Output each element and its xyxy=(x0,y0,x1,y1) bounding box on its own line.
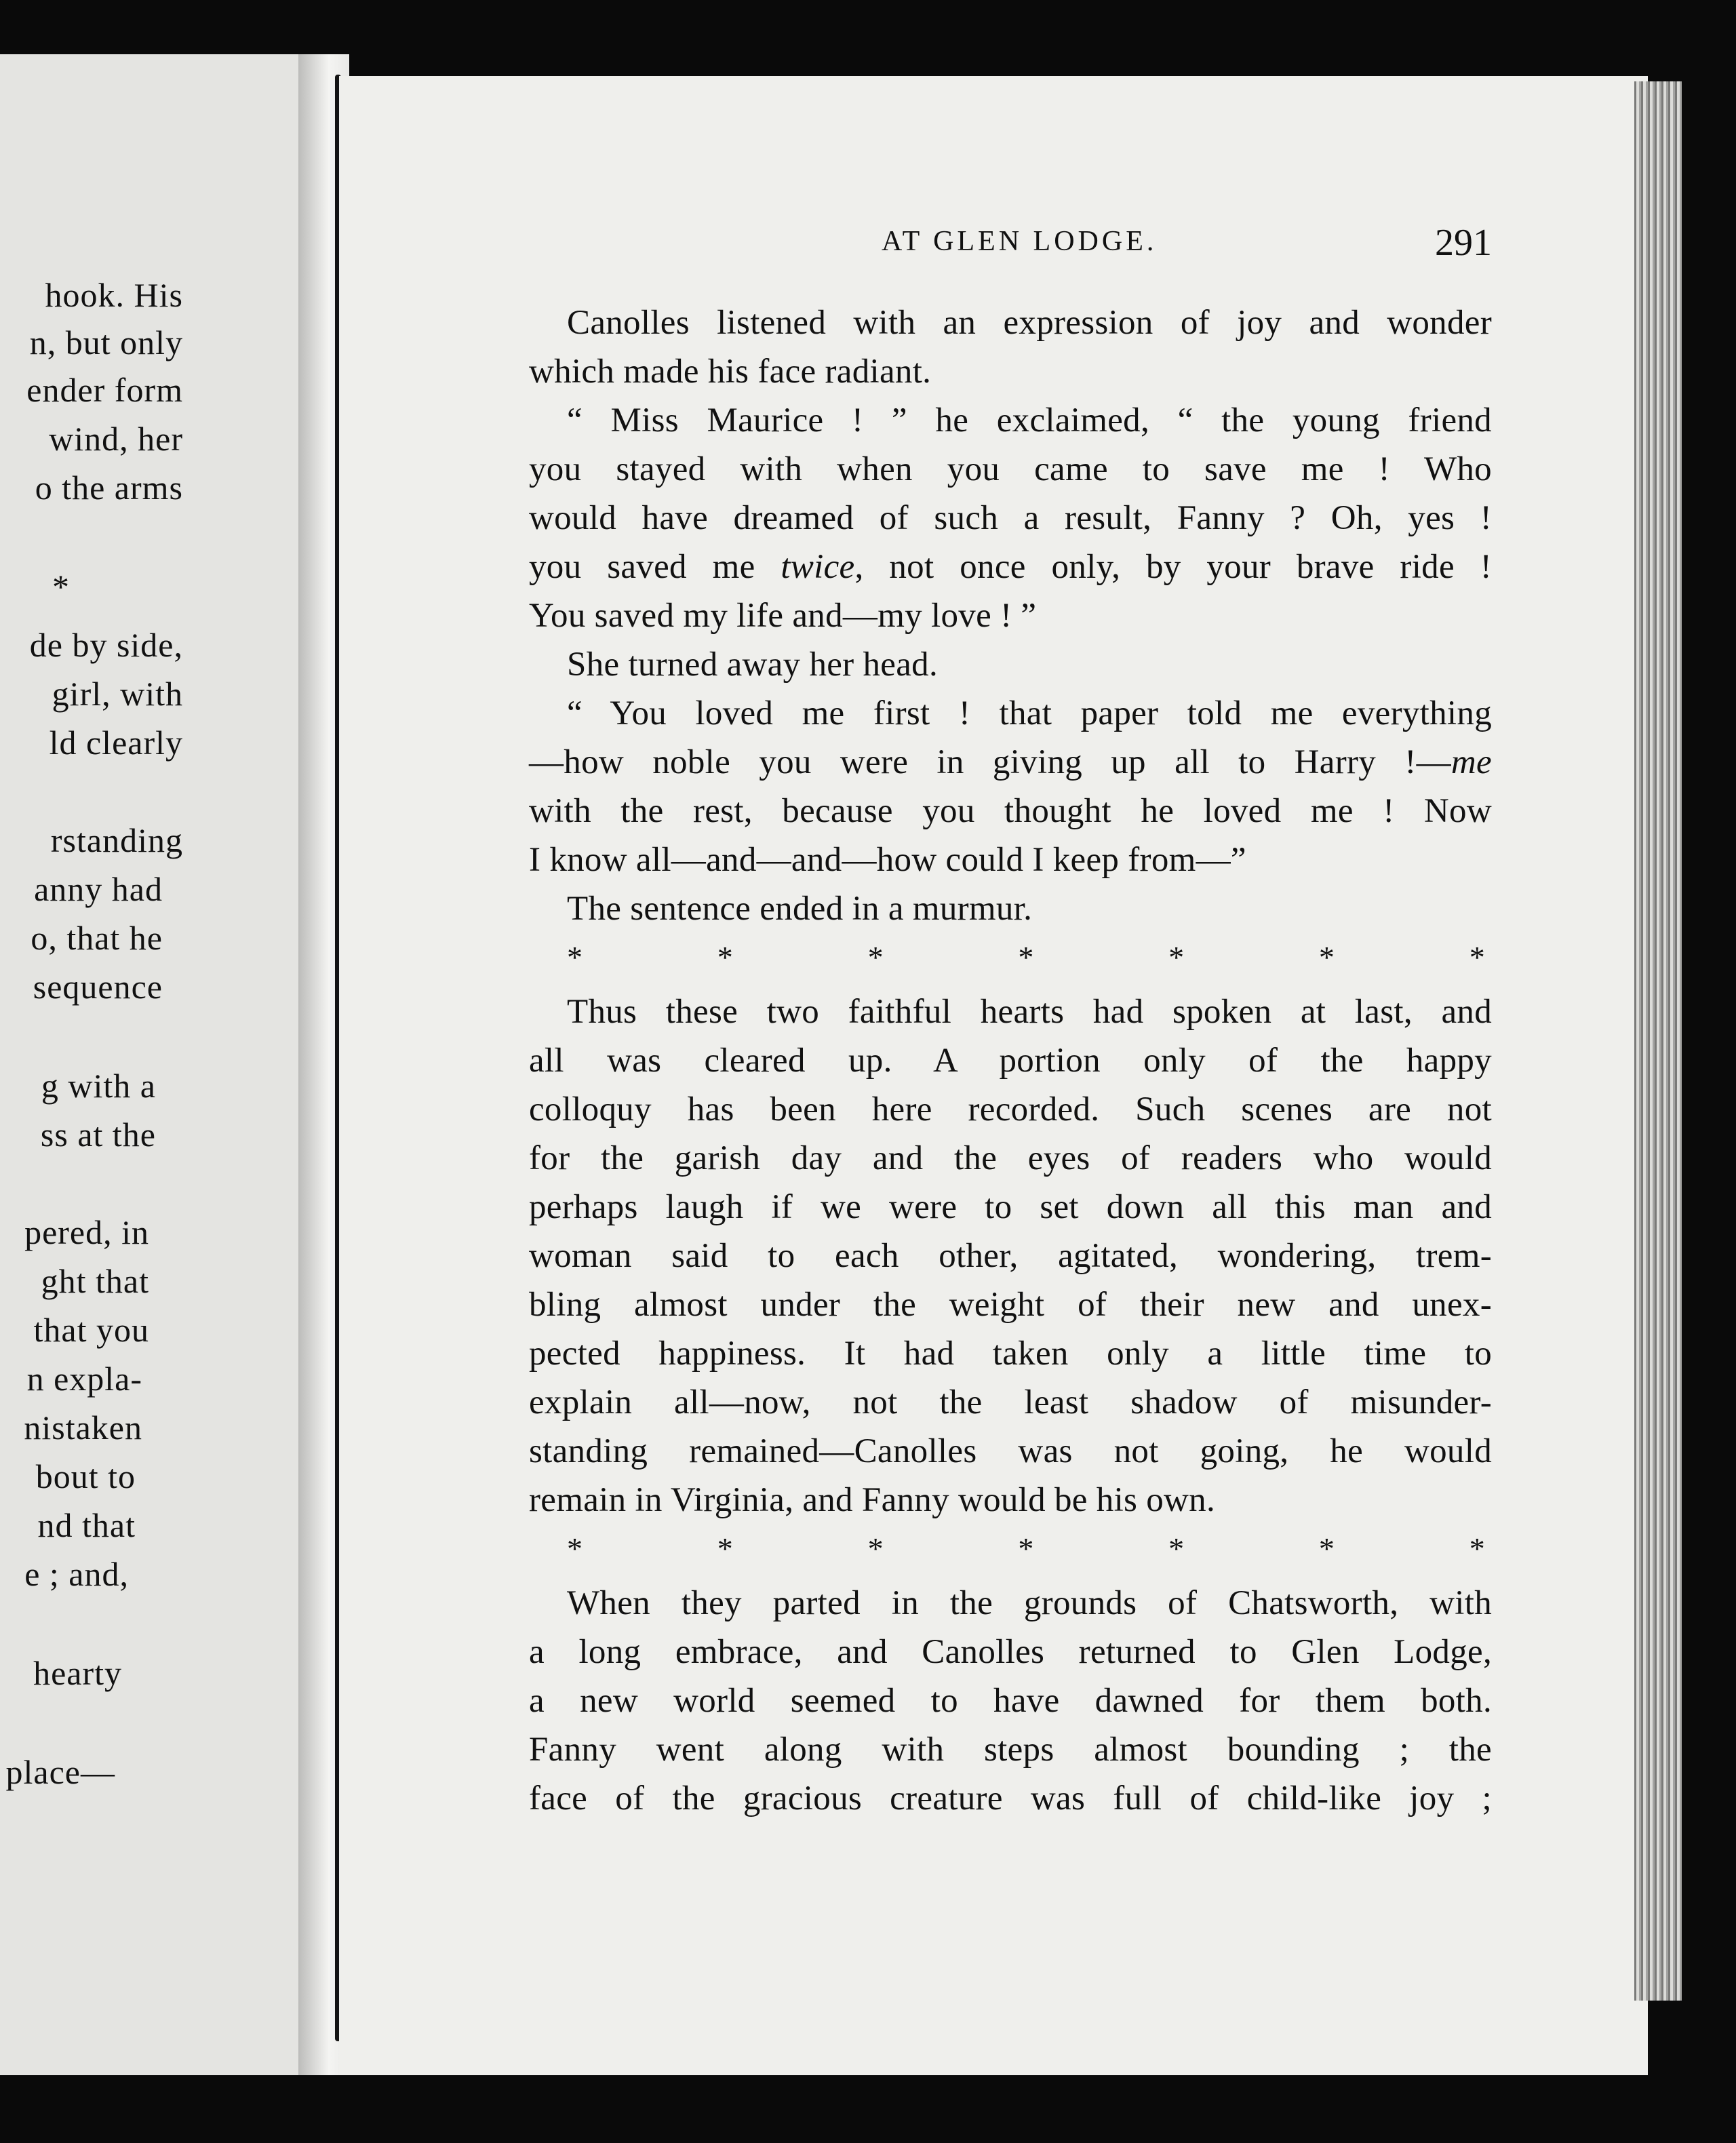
text-line: with the rest, because you thought he loved me ! Now xyxy=(529,792,1492,830)
text-line: You saved my life and—my love ! ” xyxy=(529,597,1037,635)
text-line: remain in Virginia, and Fanny would be his own. xyxy=(529,1481,1216,1519)
left-fragment: n expla- xyxy=(26,1360,142,1398)
left-fragment: ss at the xyxy=(40,1116,156,1154)
text-line: The sentence ended in a murmur. xyxy=(567,890,1033,928)
text-line: pected happiness. It had taken only a little time to xyxy=(529,1335,1492,1373)
left-fragment: de by side, xyxy=(29,626,183,664)
page-number: 291 xyxy=(1435,222,1492,264)
text-line: explain all—now, not the least shadow of misunder- xyxy=(529,1383,1492,1421)
left-fragment: ght that xyxy=(41,1262,149,1300)
left-fragment: girl, with xyxy=(52,675,183,713)
left-fragment: anny had xyxy=(34,870,163,908)
text-line: you saved me twice, not once only, by your brave ride ! xyxy=(529,548,1492,586)
text-line: Canolles listened with an expression of joy and wonder xyxy=(567,304,1492,342)
text-line: Thus these two faithful hearts had spoken at last, and xyxy=(567,993,1492,1031)
text-line: When they parted in the grounds of Chatsworth, with xyxy=(567,1584,1492,1622)
left-fragment: ender form xyxy=(26,371,183,409)
separator-star: * xyxy=(567,1531,583,1566)
separator-star: * xyxy=(717,1531,734,1566)
page-header xyxy=(882,222,1492,269)
separator-star: * xyxy=(1168,940,1185,975)
text-line: woman said to each other, agitated, wondering, trem- xyxy=(529,1237,1492,1275)
separator-star: * xyxy=(867,1531,884,1566)
text-line: I know all—and—and—how could I keep from—” xyxy=(529,841,1246,879)
paragraph xyxy=(529,987,1492,1525)
left-fragment: nistaken xyxy=(24,1409,142,1447)
left-fragment: pered, in xyxy=(24,1213,149,1251)
left-fragment: o the arms xyxy=(35,469,183,507)
paragraph xyxy=(529,298,1492,396)
left-fragment: place— xyxy=(5,1753,115,1791)
text-line: all was cleared up. A portion only of the happy xyxy=(529,1042,1492,1080)
text-line: you stayed with when you came to save me ! Who xyxy=(529,450,1492,488)
section-separator xyxy=(529,933,1492,982)
separator-star: * xyxy=(1168,1531,1185,1566)
text-line: She turned away her head. xyxy=(567,646,939,684)
separator-star: * xyxy=(717,940,734,975)
left-fragment: e ; and, xyxy=(24,1555,129,1593)
text-line: a new world seemed to have dawned for them both. xyxy=(529,1682,1492,1720)
separator-star: * xyxy=(1469,940,1485,975)
text-line: bling almost under the weight of their new and unex- xyxy=(529,1286,1492,1324)
left-fragment: rstanding xyxy=(50,821,183,859)
left-fragment: n, but only xyxy=(29,323,183,361)
separator-star: * xyxy=(567,940,583,975)
text-line: which made his face radiant. xyxy=(529,353,932,391)
left-fragment: hearty xyxy=(33,1654,122,1692)
paragraph xyxy=(529,1579,1492,1823)
separator-star: * xyxy=(867,940,884,975)
text-line: face of the gracious creature was full of child-like joy ; xyxy=(529,1780,1492,1817)
section-separator xyxy=(529,1525,1492,1573)
separator-star: * xyxy=(1318,940,1335,975)
left-fragment: nd that xyxy=(37,1506,136,1544)
running-head: AT GLEN LODGE. xyxy=(882,226,1158,257)
text-line: for the garish day and the eyes of readers who would xyxy=(529,1139,1492,1177)
text-line: perhaps laugh if we were to set down all this man and xyxy=(529,1188,1492,1226)
text-line: “ You loved me first ! that paper told me everything xyxy=(567,694,1492,732)
left-fragment-star: * xyxy=(52,568,70,606)
left-fragment: ld clearly xyxy=(49,724,183,762)
text-line: standing remained—Canolles was not going, he would xyxy=(529,1432,1492,1470)
left-fragment: hook. His xyxy=(45,276,183,314)
left-fragment: sequence xyxy=(33,968,163,1006)
separator-star: * xyxy=(1018,940,1034,975)
text-line: a long embrace, and Canolles returned to Glen Lodge, xyxy=(529,1633,1492,1671)
paragraph xyxy=(529,884,1492,933)
facing-page-left xyxy=(0,54,319,2075)
text-line: Fanny went along with steps almost bounding ; the xyxy=(529,1731,1492,1769)
paragraph xyxy=(529,396,1492,640)
left-fragment: wind, her xyxy=(49,420,183,458)
text-line: would have dreamed of such a result, Fanny ? Oh, yes ! xyxy=(529,499,1492,537)
paragraph xyxy=(529,640,1492,689)
separator-star: * xyxy=(1018,1531,1034,1566)
text-line: colloquy has been here recorded. Such scenes are not xyxy=(529,1090,1492,1128)
separator-star: * xyxy=(1318,1531,1335,1566)
body-text xyxy=(529,298,1492,1823)
text-line: —how noble you were in giving up all to Harry !—me xyxy=(529,743,1492,781)
page-edges xyxy=(1634,81,1682,2001)
left-fragment: bout to xyxy=(35,1457,136,1495)
text-line: “ Miss Maurice ! ” he exclaimed, “ the young friend xyxy=(567,401,1492,439)
separator-star: * xyxy=(1469,1531,1485,1566)
left-fragment: o, that he xyxy=(31,919,163,957)
left-fragment: that you xyxy=(33,1311,149,1349)
paragraph xyxy=(529,689,1492,884)
left-fragment: g with a xyxy=(41,1067,156,1105)
